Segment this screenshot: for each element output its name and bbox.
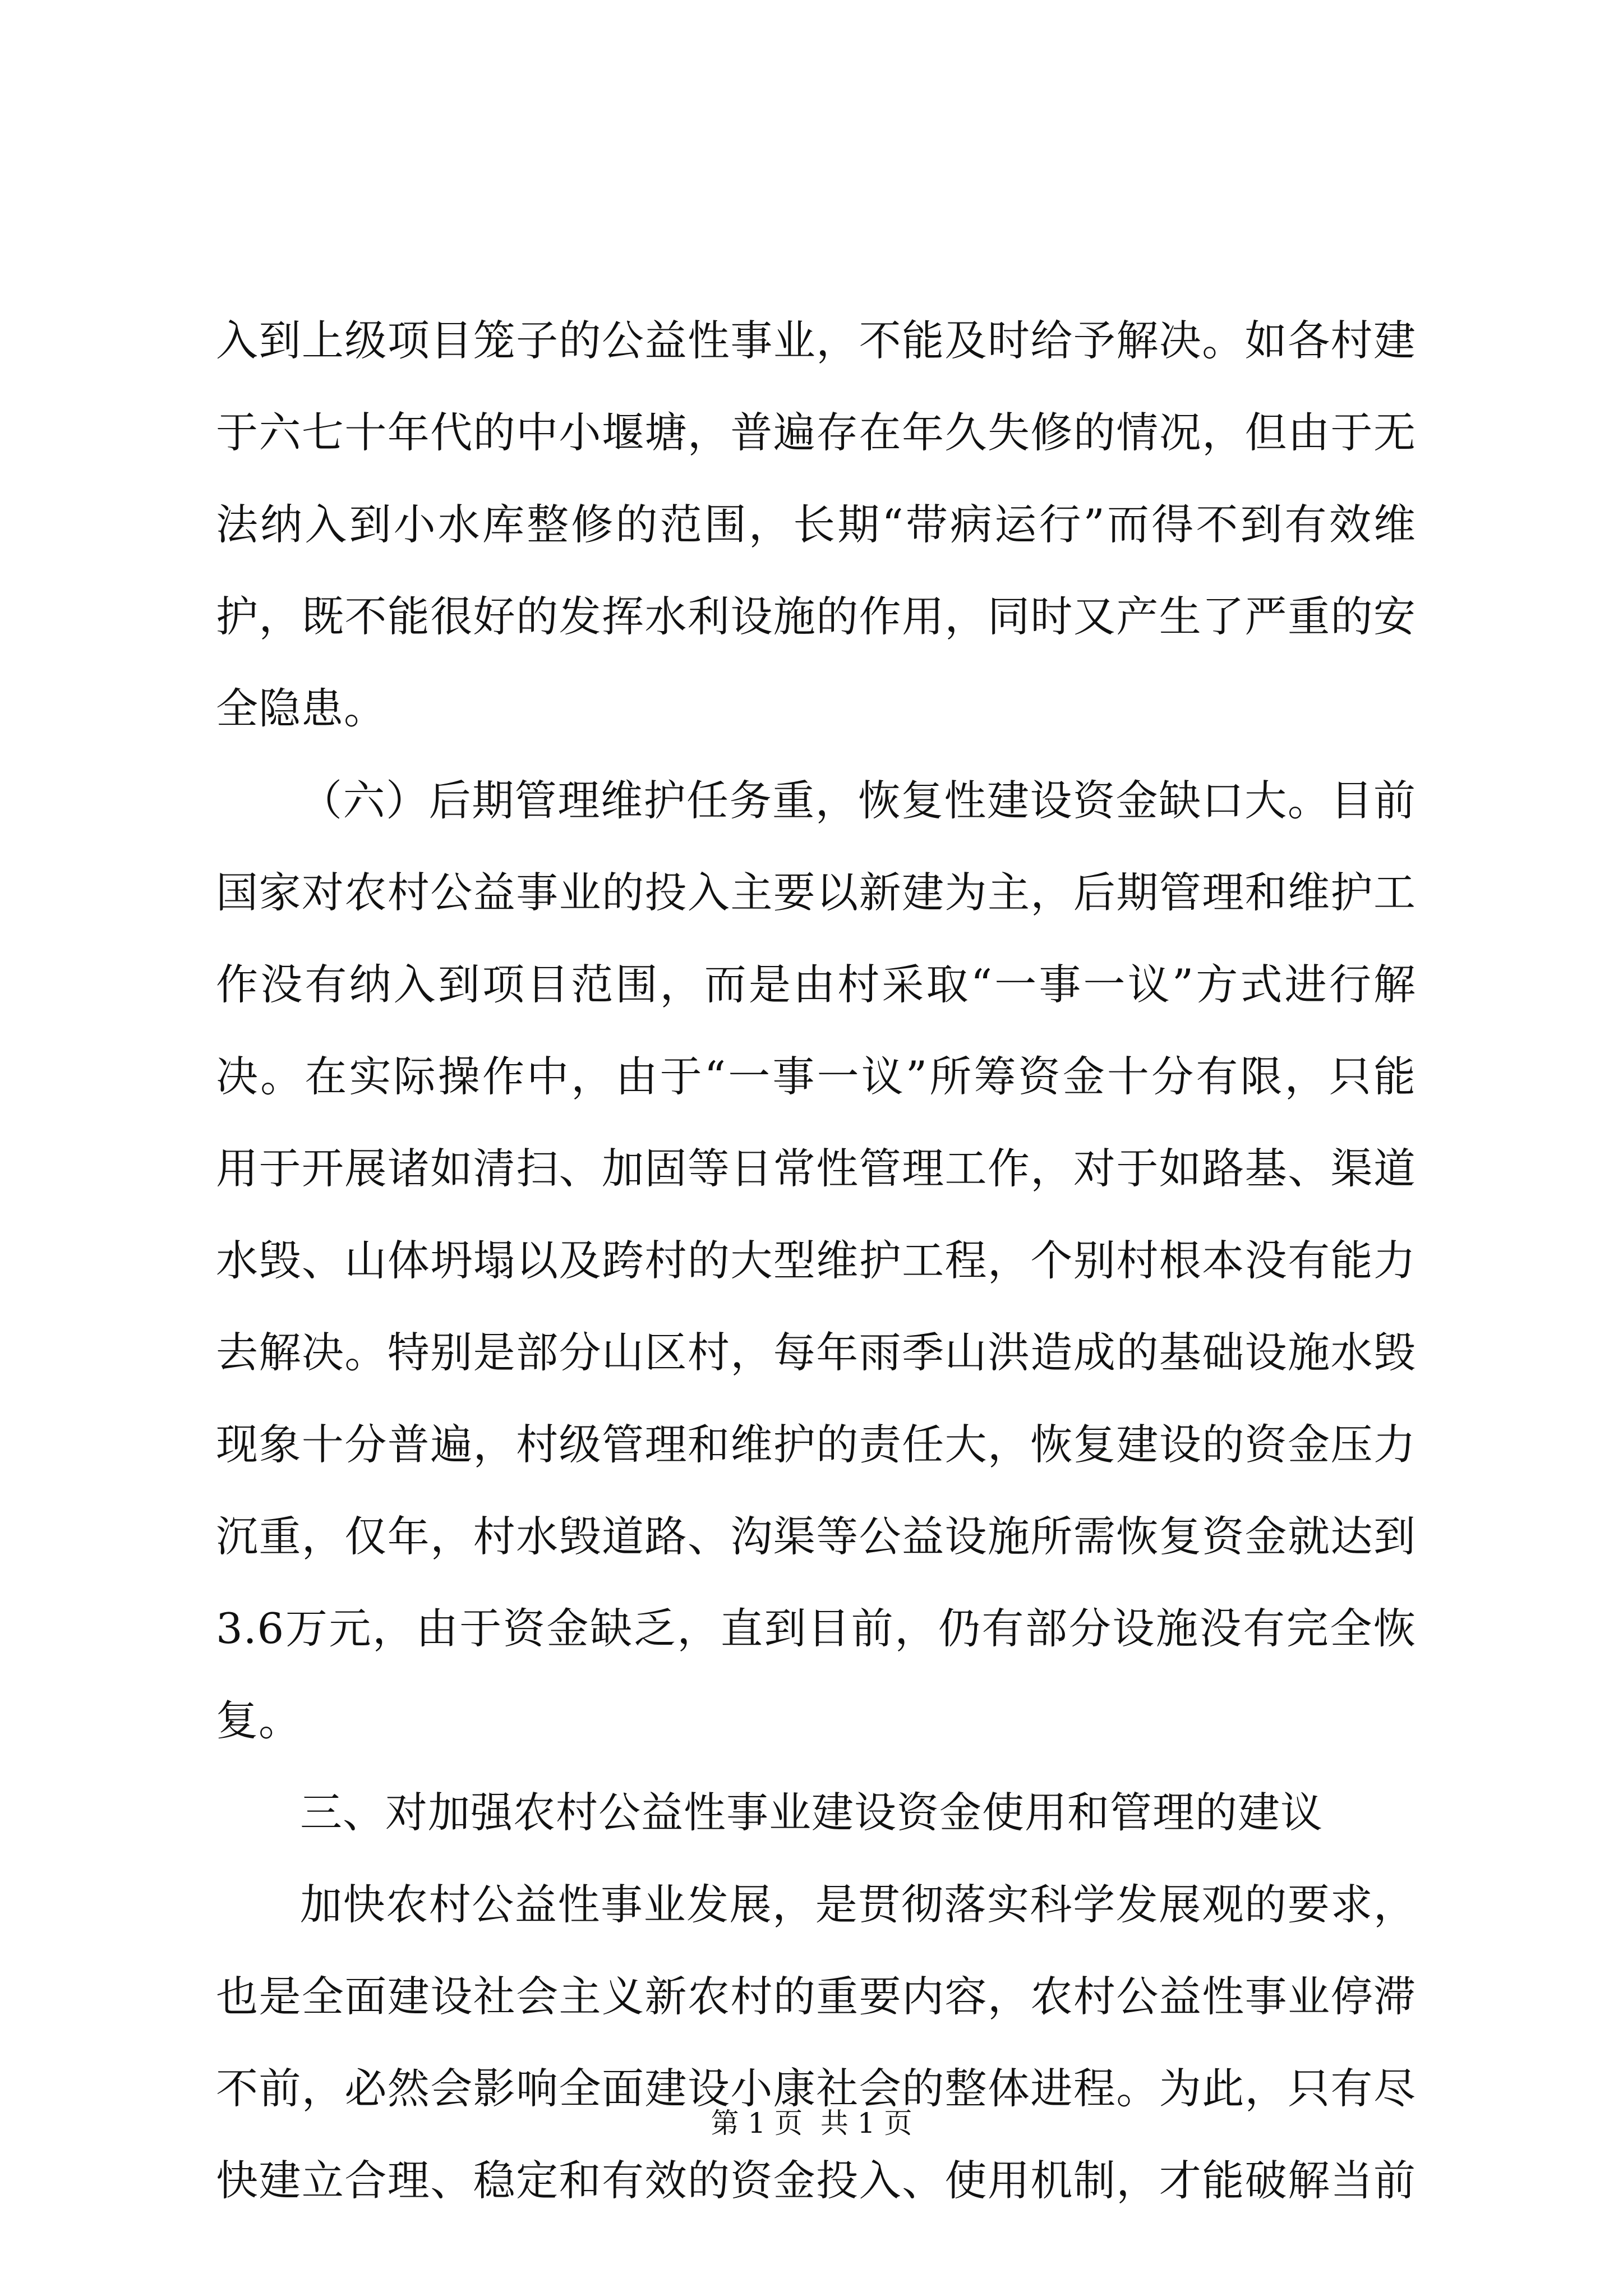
text-line: 法纳入到小水库整修的范围，长期“带病运行”而得不到有效维	[216, 500, 1416, 549]
page-number-footer: 第 1 页 共 1 页	[711, 2107, 912, 2139]
section-heading: 三、对加强农村公益性事业建设资金使用和管理的建议	[300, 1788, 1324, 1837]
text-line: 入到上级项目笼子的公益性事业，不能及时给予解决。如各村建	[216, 316, 1416, 365]
text-line: （六）后期管理维护任务重，恢复性建设资金缺口大。目前	[300, 776, 1416, 825]
text-line: 用于开展诸如清扫、加固等日常性管理工作，对于如路基、渠道	[216, 1144, 1416, 1193]
text-line: 也是全面建设社会主义新农村的重要内容，农村公益性事业停滞	[216, 1972, 1416, 2021]
text-line: 复。	[216, 1696, 302, 1745]
text-line: 水毁、山体坍塌以及跨村的大型维护工程，个别村根本没有能力	[216, 1236, 1416, 1285]
text-line: 于六七十年代的中小堰塘，普遍存在年久失修的情况，但由于无	[216, 408, 1416, 457]
text-line: 加快农村公益性事业发展，是贯彻落实科学发展观的要求，	[300, 1880, 1416, 1929]
text-line: 不前，必然会影响全面建设小康社会的整体进程。为此，只有尽	[216, 2064, 1416, 2113]
text-line: 决。在实际操作中，由于“一事一议”所筹资金十分有限，只能	[216, 1052, 1416, 1101]
text-line: 沉重，仅年，村水毁道路、沟渠等公益设施所需恢复资金就达到	[216, 1512, 1416, 1561]
text-line: 快建立合理、稳定和有效的资金投入、使用机制，才能破解当前	[216, 2156, 1416, 2205]
text-line: 国家对农村公益事业的投入主要以新建为主，后期管理和维护工	[216, 868, 1416, 917]
document-body	[216, 295, 1416, 2226]
text-line: 作没有纳入到项目范围，而是由村采取“一事一议”方式进行解	[216, 960, 1416, 1009]
text-line: 去解决。特别是部分山区村，每年雨季山洪造成的基础设施水毁	[216, 1328, 1416, 1377]
text-line: 现象十分普遍，村级管理和维护的责任大，恢复建设的资金压力	[216, 1420, 1416, 1469]
text-line: 护，既不能很好的发挥水利设施的作用，同时又产生了严重的安	[216, 592, 1416, 641]
text-line: 3.6万元，由于资金缺乏，直到目前，仍有部分设施没有完全恢	[216, 1604, 1416, 1653]
text-line: 全隐患。	[216, 684, 387, 733]
